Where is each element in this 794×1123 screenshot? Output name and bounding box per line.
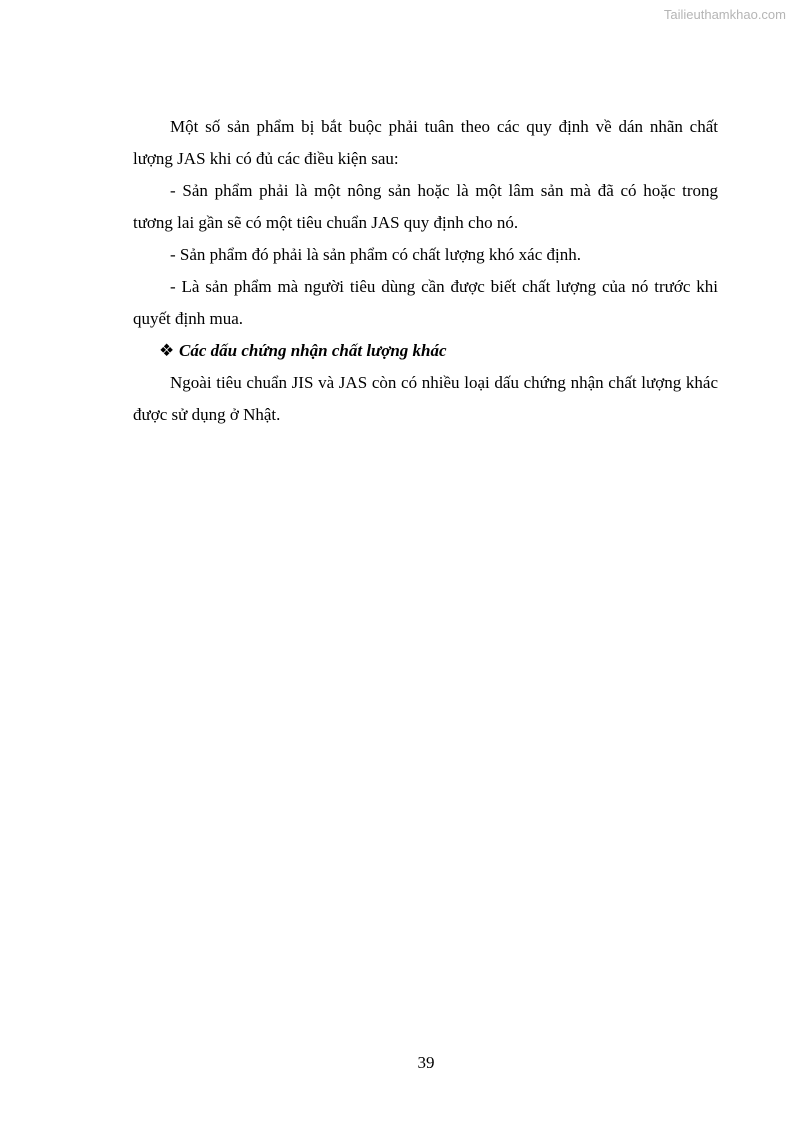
paragraph-condition-1: - Sản phẩm phải là một nông sản hoặc là một lâm sản mà đã có hoặc trong tương lai gần sẽ có một tiêu chuẩn JAS quy định cho nó.	[133, 181, 718, 232]
paragraph-condition-3: - Là sản phẩm mà người tiêu dùng cần được biết chất lượng của nó trước khi quyết định mua.	[133, 277, 718, 328]
section-heading-text: Các dấu chứng nhận chất lượng khác	[179, 341, 447, 360]
paragraph-section-body: Ngoài tiêu chuẩn JIS và JAS còn có nhiều loại dấu chứng nhận chất lượng khác được sử dụng ở Nhật.	[133, 373, 718, 424]
document-body	[133, 111, 718, 431]
paragraph-condition-2: - Sản phẩm đó phải là sản phẩm có chất lượng khó xác định.	[170, 245, 581, 264]
paragraph-intro: Một số sản phẩm bị bắt buộc phải tuân theo các quy định về dán nhãn chất lượng JAS khi có đủ các điều kiện sau:	[133, 117, 718, 168]
page-number: 39	[417, 1053, 435, 1072]
section-heading	[133, 335, 718, 367]
watermark: Tailieuthamkhao.com	[663, 7, 786, 22]
diamond-bullet-icon: ❖	[159, 341, 175, 360]
